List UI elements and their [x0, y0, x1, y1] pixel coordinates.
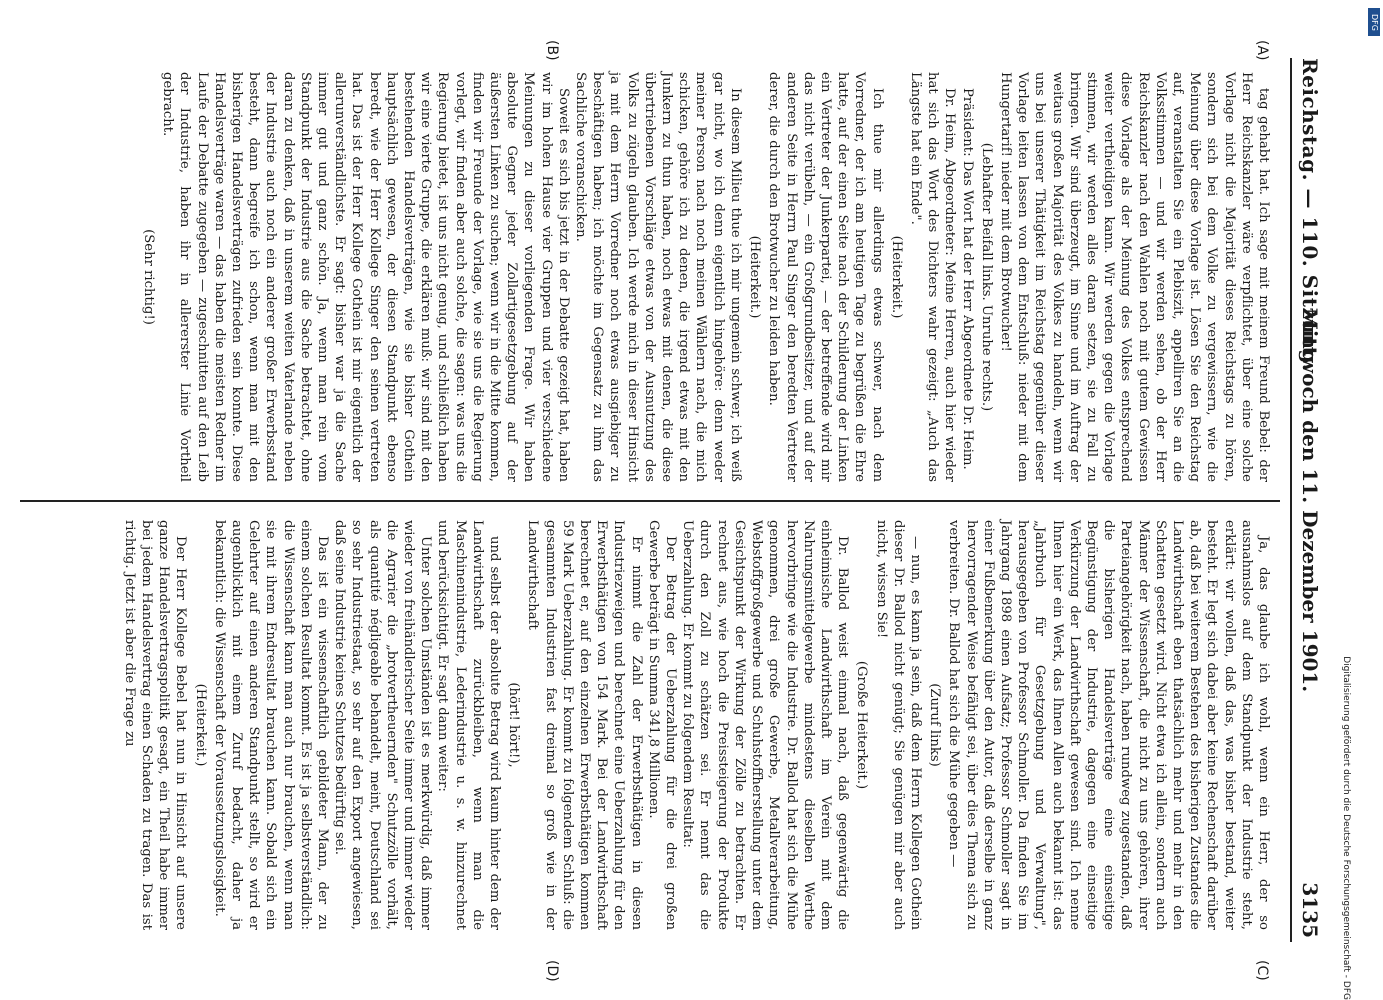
dfg-logo: DFG: [1368, 8, 1380, 36]
paragraph: Dr. Ballod weist einmal nach, daß gegenwärtig die einheimische Landwirthschaft im Verein mit dem Nahrungsmittelgewerbe mindestens dieselben Werthe hervorbringe wie die Industrie. Dr. Ballod hat sich die Mühe genommen, drei große Gewerbe, Metallverarbeitung, Webstoffgroßgewerbe und Schuhstoffherstellung unter dem Gesichtspunkt der Wirkung der Zölle zu betrachten. Er rechnet aus, wie hoch die Preissteigerung der Produkte durch den Zoll zu schätzen sei. Er nennt das die Ueberzahlung. Er kommt zu folgendem Resultat:: [680, 520, 851, 930]
paragraph: Präsident: Das Wort hat der Herr Abgeordnete Dr. Heim.: [959, 88, 975, 470]
paragraph: Dr. Heim, Abgeordneter: Meine Herren, auch hier wieder hat sich das Wort des Dichters wahr gezeigt: „Auch das Längste hat ein Ende".: [907, 72, 958, 482]
paragraph: und selbst der absolute Betrag wird kaum hinter dem der Landwirthschaft zurückbleiben, wenn man die Maschinenindustrie, Lederindustrie u. s. w. hinzurechnet und berücksichtigt. Er sagt dann weiter:: [435, 520, 503, 930]
margin-marker-a: (A): [1254, 40, 1270, 61]
stage-direction: (Große Heiterkeit.): [854, 660, 870, 790]
paragraph: — nun, es kann ja sein, daß dem Herrn Kollegen Gothein dieser Dr. Ballod nicht genügt; Sie genügen mir aber auch nicht, wissen Sie!: [873, 520, 923, 930]
paragraph: Soweit es sich bis jetzt in der Debatte gezeigt hat, haben wir im hohen Hause vier Gruppen und vier verschiedene Meinungen zu dieser vorliegenden Frage. Wir haben absolute Gegner jeder Zollartigesetzgebung auf der äußersten Linken zu suchen; wenn wir in die Mitte kommen, finden wir Freunde der Vorlage, wie sie uns die Regierung vorlegt, wir finden aber auch solche, die sagen: was uns die Regierung bietet, ist uns nicht genug, und schließlich haben wir eine vierte Gruppe, die erklären muß: wir sind mit den bestehenden Handelsverträgen, wie sie bisher Gothein hauptsächlich gewesen, der diesen Standpunkt ebenso beredt, wie der Herr Kollege Singer den seinen vertreten hat. Das ist der Herr Kollege Gothein ist mir eigentlich der allerunverständlichste. Er sagt: bisher war ja die Sache immer gut und ganz schön. Ja, wenn man rein vom Standpunkt der Industrie aus die Sache betrachtet, ohne daran zu denken, daß in unserem weiten Vaterlande neben der Industrie auch noch ein anderer großer Erwerbsstand besteht, dann begreife ich schon, wenn man mit den bisherigen Handelsverträgen zufrieden sein konnte. Diese Handelsverträge waren — das haben die meisten Redner im Laufe der Debatte zugegeben — zugeschnitten auf den Leib der Industrie, haben ihr in allererster Linie Vortheil gebracht.: [160, 72, 571, 482]
header-rule: [1290, 58, 1292, 942]
stage-direction: (Zuruf links): [927, 683, 943, 767]
column-divider: [20, 500, 1280, 502]
paragraph: Er nimmt die Zahl der Erwerbsthätigen in diesen Industriezweigen und berechnet eine Ueberzahlung für den Erwerbsthätigen von 154 Mark. Bei der Landwirthschaft berechnet er, auf den einzelnen Erwerbsthätigen kommen 59 Mark Ueberzahlung. Er kommt zu folgendem Schluß: die gesammten Industrien fast dreimal so groß wie in der Landwirthschaft: [525, 520, 644, 930]
header-page-number: 3135: [1298, 882, 1322, 938]
paragraph: Das ist ein wissenschaftlich gebildeter Mann, der zu einem solchen Resultat kommt. Es ist ja selbstverständlich: die Wissenschaft kann man auch nur brauchen, wenn man sie mit ihrem Endresultat brauchen kann. Sobald sich ein Gelehrter auf einen anderen Standpunkt stellt, so wird er augenblicklich mit einem Zuruf bedacht, daher ja bekanntlich: die Wissenschaft der Voraussetzungslosigkeit.: [211, 520, 331, 930]
margin-marker-c: (C): [1254, 960, 1270, 981]
paragraph: tag gehabt hat. Ich sage mit meinem Freund Bebel: der Herr Reichskanzler wäre verpflichtet, über eine solche Vorlage nicht die Majorität dieses Reichstags zu hören, sondern sich bei dem Volke zu vergewissern, wie die Meinung über diese Vorlage ist. Lösen Sie den Reichstag auf, veranstalten Sie ein Plebiszit, appelliren Sie an die Volksstimmen — und wir werden sehen, ob der Herr Reichskanzler nach den Wahlen noch mit gutem Gewissen diese Vorlage als der Meinung des Volkes entsprechend weiter vertheidigen kann. Wir werden gegen die Vorlage stimmen, wir werden alles daran setzen, sie zu Fall zu bringen. Wir sind überzeugt, im Sinne und im Auftrag der weitaus großen Majorität des Volkes zu handeln, wenn wir uns bei unserer Thätigkeit im Reichstag gegenüber dieser Vorlage leiten lassen von dem Entschluß: nieder mit dem Hungertarif! nieder mit dem Brotwucher!: [997, 72, 1271, 482]
header-date: Mittwoch den 11. Dezember 1901.: [1298, 307, 1322, 693]
stage-direction: (hört! hört!),: [506, 682, 522, 768]
left-column: [138, 72, 1272, 482]
page-header: [1285, 0, 1340, 1000]
margin-marker-b: (B): [544, 40, 560, 61]
stage-direction: (Heiterkeit.): [747, 235, 763, 319]
paragraph: Ja, das glaube ich wohl, wenn ein Herr, der so ausnahmslos auf dem Standpunkt der Industrie steht, erklärt: wir wollen, daß das, was bisher bestand, weiter besteht. Er legt sich dabei aber keine Rechenschaft darüber ab, daß bei weiterem Bestehen des bisherigen Zustandes die Landwirthschaft eben thatsächlich mehr und mehr in den Schatten gesetzt wird. Nicht etwa ich allein, sondern auch Männer der Wissenschaft, die nicht zu uns gehören, ihrer Parteiangehörigkeit nach, haben rundweg zugestanden, daß die bisherigen Handelsverträge eine einseitige Begünstigung der Industrie, dagegen eine einseitige Verkürzung der Landwirthschaft gewesen sind. Ich nenne Ihnen hier ein Werk, das Ihnen Allen auch bekannt ist: das „Jahrbuch für Gesetzgebung und Verwaltung", herausgegeben von Professor Schmoller. Da finden Sie im Jahrgang 1898 einen Aufsatz; Professor Schmoller sagt in einer Fußbemerkung über den Autor, daß derselbe in ganz hervorragender Weise befähigt sei, über dies Thema sich zu verbreiten. Dr. Ballod hat sich die Mühe gegeben —: [946, 520, 1271, 930]
header-session: Reichstag. — 110. Sitzung.: [1298, 58, 1322, 372]
paragraph: Der Herr Kollege Bebel hat nun in Hinsicht auf unsere ganze Handelsvertragspolitik gesagt, ein Theil habe immer bei jedem Handelsvertrag einen Schaden zu tragen. Das ist richtig. Jetzt ist aber die Frage zu: [121, 520, 189, 930]
stage-direction: (Lebhafter Beifall links. Unruhe rechts.): [978, 142, 994, 412]
stage-direction: (Heiterkeit.): [888, 235, 904, 319]
right-column: [121, 520, 1272, 930]
quotation: Unter solchen Umständen ist es merkwürdig, daß immer wieder von freihändlerischer Seite immer und immer wieder die Agrarier die „brotvertheuernden" Schutzzölle vorhält, als quantité négligeable behandelt, meint, Deutschland sei so sehr Industriestaat, so sehr auf den Export angewiesen, daß seine Industrie keines Schutzes bedürftig sei.: [332, 520, 434, 930]
paragraph: Der Betrag der Ueberzahlung für die drei großen Gewerbe beträgt in Summa 341,8 Millionen.: [645, 520, 679, 930]
margin-marker-d: (D): [544, 960, 560, 982]
stage-direction: (Heiterkeit.): [192, 683, 208, 767]
paragraph: In diesem Milieu thue ich mir ungemein schwer, ich weiß gar nicht, wo ich denn eigentlich hingehöre: denn weder meiner Person nach noch meinen Wählern nach, die mich schicken, gehöre ich zu denen, die irgend etwas mit den Junkern zu thun haben, noch etwas mit denen, die diese übertriebenen Vorschläge etwas von der Ausnutzung des Volks zu zügeln glauben. Ich werde mich in dieser Hinsicht ja mit dem Herrn Vorredner noch etwas ausgiebiger zu beschäftigen haben; ich möchte im Gegensatz zu ihm das Sachliche voranschicken.: [573, 72, 743, 482]
digitization-credit: Digitalisierung gefördert durch die Deutsche Forschungsgemeinschaft - DFG: [1341, 656, 1351, 1000]
paragraph: Ich thue mir allerdings etwas schwer, nach dem Vorredner, der ich am heutigen Tage zu begrüßen die Ehre hatte, auf der einen Seite nach der Schilderung der Linken ein Vertreter der Junkerpartei, — der betreffende wird mir das nicht verübeln, — ein Großgrundbesitzer, und auf der anderen Seite in Herrn Paul Singer den beredten Vertreter derer, die durch den Brotwucher zu leiden haben.: [766, 72, 885, 482]
stage-direction: (Sehr richtig!): [141, 229, 156, 325]
